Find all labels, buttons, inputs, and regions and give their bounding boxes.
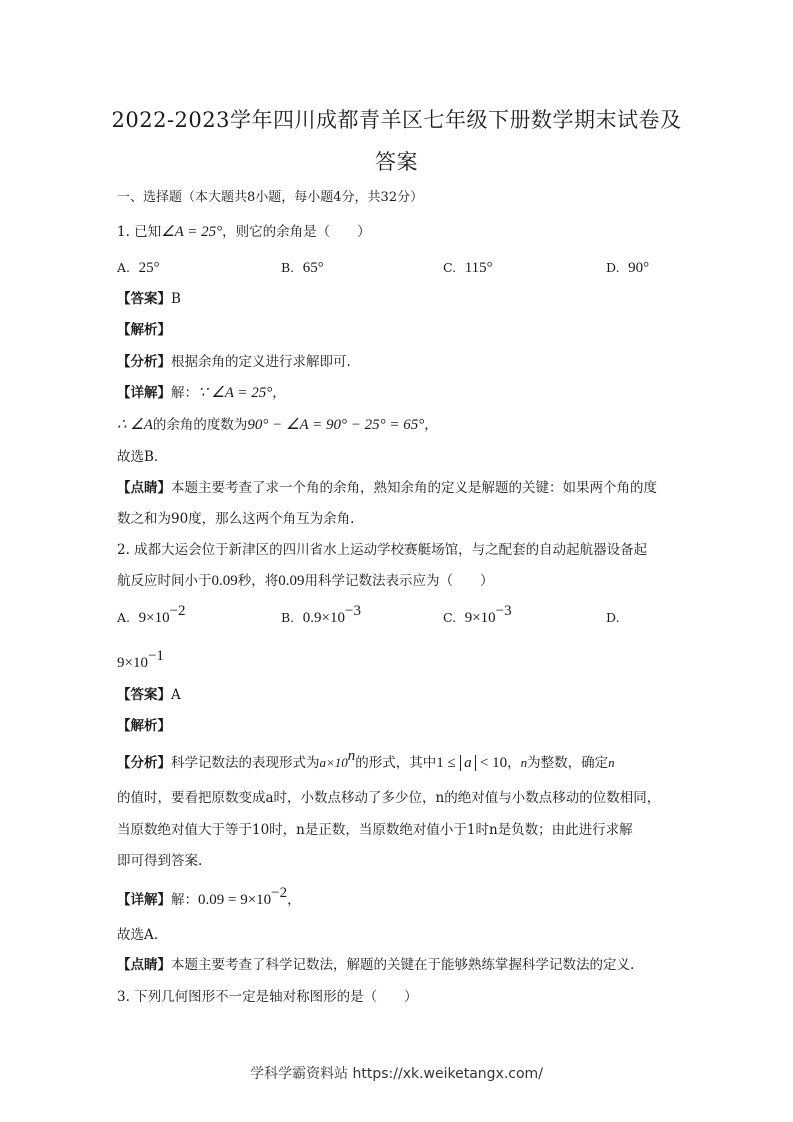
section-heading: 一、选择题（本大题共8小题，每小题4分，共32分） bbox=[117, 190, 424, 205]
fenxi-tag: 【分析】 bbox=[117, 755, 171, 771]
q1-analysis-tag: 【解析】 bbox=[117, 322, 171, 338]
detail-suffix: ， bbox=[287, 892, 301, 908]
fenxi-text: ， bbox=[507, 755, 521, 771]
q3-stem: 3. 下列几何图形不一定是轴对称图形的是（ ） bbox=[117, 989, 418, 1005]
calc-math: 90° − ∠A = 90° − 25° = 65° bbox=[247, 417, 425, 433]
q1-option-c bbox=[443, 259, 493, 277]
option-value: 25° bbox=[138, 260, 160, 276]
option-label: A. bbox=[117, 260, 131, 275]
q1-stem-prefix: 1. 已知 bbox=[117, 224, 162, 240]
detail-math: ∵ ∠A = 25° bbox=[198, 385, 273, 401]
detail-tag: 【详解】 bbox=[117, 385, 171, 401]
fenxi-exponent: n bbox=[347, 748, 356, 764]
answer-tag: 【答案】 bbox=[117, 687, 171, 703]
q2-choose: 故选A. bbox=[117, 927, 159, 943]
q2-stem-a: 航反应时间小于 bbox=[117, 573, 212, 589]
detail-math: 0.09 = 9×10 bbox=[198, 892, 272, 908]
option-value: 9×10 bbox=[117, 655, 148, 671]
q1-detail bbox=[117, 384, 286, 402]
option-label: A. bbox=[117, 610, 131, 625]
fenxi-text: 科学记数法的表现形式为 bbox=[171, 755, 320, 771]
document-title-line-1: 2022-2023学年四川成都青羊区七年级下册数学期末试卷及 bbox=[111, 108, 682, 132]
calc-mid: 的余角的度数为 bbox=[152, 417, 248, 433]
option-value: 9×10 bbox=[138, 610, 170, 626]
fenxi-text: 为整数，确定 bbox=[527, 755, 609, 771]
detail-suffix: ， bbox=[272, 385, 286, 401]
option-label: C. bbox=[443, 610, 457, 625]
option-value: 65° bbox=[302, 260, 324, 276]
fenxi-math: a×10 bbox=[319, 755, 348, 770]
q2-stem-e: 用科学记数法表示应为（ ） bbox=[304, 573, 494, 589]
option-value: 9×10 bbox=[464, 610, 496, 626]
comment-text: 本题主要考查了科学记数法，解题的关键在于能够熟练掌握科学记数法的定义. bbox=[171, 957, 635, 973]
footer-watermark: 学科学霸资料站 https://xk.weiketangx.com/ bbox=[250, 1066, 543, 1082]
answer-value: B bbox=[171, 291, 181, 307]
comment-tag: 【点睛】 bbox=[117, 480, 171, 496]
abs-value-a: a bbox=[460, 755, 476, 771]
option-exponent: −3 bbox=[495, 603, 512, 619]
q1-stem-math: ∠A = 25° bbox=[161, 224, 223, 240]
option-label: D. bbox=[606, 610, 620, 625]
fenxi-tag: 【分析】 bbox=[117, 354, 171, 370]
q1-option-b bbox=[281, 259, 324, 277]
fenxi-var: n bbox=[608, 755, 615, 770]
q2-option-a bbox=[117, 603, 186, 627]
q2-answer bbox=[117, 686, 181, 704]
q2-option-b bbox=[281, 603, 361, 627]
fenxi-text: 根据余角的定义进行求解即可. bbox=[171, 354, 351, 370]
q2-stem-num-2: 0.09 bbox=[278, 573, 305, 589]
answer-value: A bbox=[171, 687, 181, 703]
detail-exponent: −2 bbox=[271, 885, 288, 901]
option-exponent: −2 bbox=[169, 603, 186, 619]
q2-stem-line-1: 2. 成都大运会位于新津区的四川省水上运动学校赛艇场馆，与之配套的自动起航器设备起 bbox=[117, 542, 648, 558]
fenxi-math: < 10 bbox=[479, 755, 508, 771]
calc-prefix: ∴ ∠A bbox=[117, 417, 153, 433]
option-value: 90° bbox=[628, 260, 650, 276]
q2-fenxi-line-1 bbox=[117, 748, 615, 772]
option-label: D. bbox=[606, 260, 620, 275]
fenxi-var: n bbox=[520, 755, 528, 770]
fenxi-text: 的形式，其中 bbox=[355, 755, 437, 771]
q2-detail bbox=[117, 885, 301, 909]
q1-option-a bbox=[117, 259, 160, 277]
comment-text: 本题主要考查了求一个角的余角，熟知余角的定义是解题的关键：如果两个角的度 bbox=[171, 480, 657, 496]
q1-comment-line-2: 数之和为90度，那么这两个角互为余角. bbox=[117, 511, 355, 527]
q2-option-d bbox=[606, 609, 620, 627]
option-label: B. bbox=[281, 610, 295, 625]
comment-tag: 【点睛】 bbox=[117, 957, 171, 973]
q2-stem-num-1: 0.09 bbox=[211, 573, 238, 589]
q2-option-d-value bbox=[117, 648, 164, 672]
q2-stem-c: 秒，将 bbox=[237, 573, 279, 589]
q2-fenxi-line-2: 的值时，要看把原数变成a时，小数点移动了多少位，n的绝对值与小数点移动的位数相同， bbox=[117, 790, 661, 806]
document-title-line-2: 答案 bbox=[375, 150, 418, 174]
detail-prefix: 解： bbox=[171, 385, 198, 401]
q1-calculation bbox=[117, 416, 438, 434]
option-exponent: −1 bbox=[147, 648, 164, 664]
option-value: 0.9×10 bbox=[302, 610, 345, 626]
calc-suffix: ， bbox=[424, 417, 438, 433]
q2-fenxi-line-4: 即可得到答案. bbox=[117, 853, 203, 869]
q1-stem-suffix: ，则它的余角是（ ） bbox=[222, 224, 371, 240]
detail-prefix: 解： bbox=[171, 892, 198, 908]
q2-comment bbox=[117, 956, 634, 974]
q1-comment-line-1 bbox=[117, 479, 657, 497]
q1-choose: 故选B. bbox=[117, 449, 159, 465]
answer-tag: 【答案】 bbox=[117, 291, 171, 307]
option-exponent: −3 bbox=[344, 603, 361, 619]
option-value: 115° bbox=[464, 260, 493, 276]
q1-option-d bbox=[606, 259, 649, 277]
q1-answer bbox=[117, 290, 181, 308]
option-label: C. bbox=[443, 260, 457, 275]
q1-stem bbox=[117, 223, 371, 241]
q1-fenxi bbox=[117, 353, 351, 371]
fenxi-math: 1 ≤ bbox=[436, 755, 456, 771]
q2-stem-line-2 bbox=[117, 572, 494, 590]
option-label: B. bbox=[281, 260, 295, 275]
detail-tag: 【详解】 bbox=[117, 892, 171, 908]
q2-fenxi-line-3: 当原数绝对值大于等于10时，n是正数，当原数绝对值小于1时n是负数；由此进行求解 bbox=[117, 822, 633, 838]
q2-analysis-tag: 【解析】 bbox=[117, 718, 171, 734]
q2-option-c bbox=[443, 603, 512, 627]
